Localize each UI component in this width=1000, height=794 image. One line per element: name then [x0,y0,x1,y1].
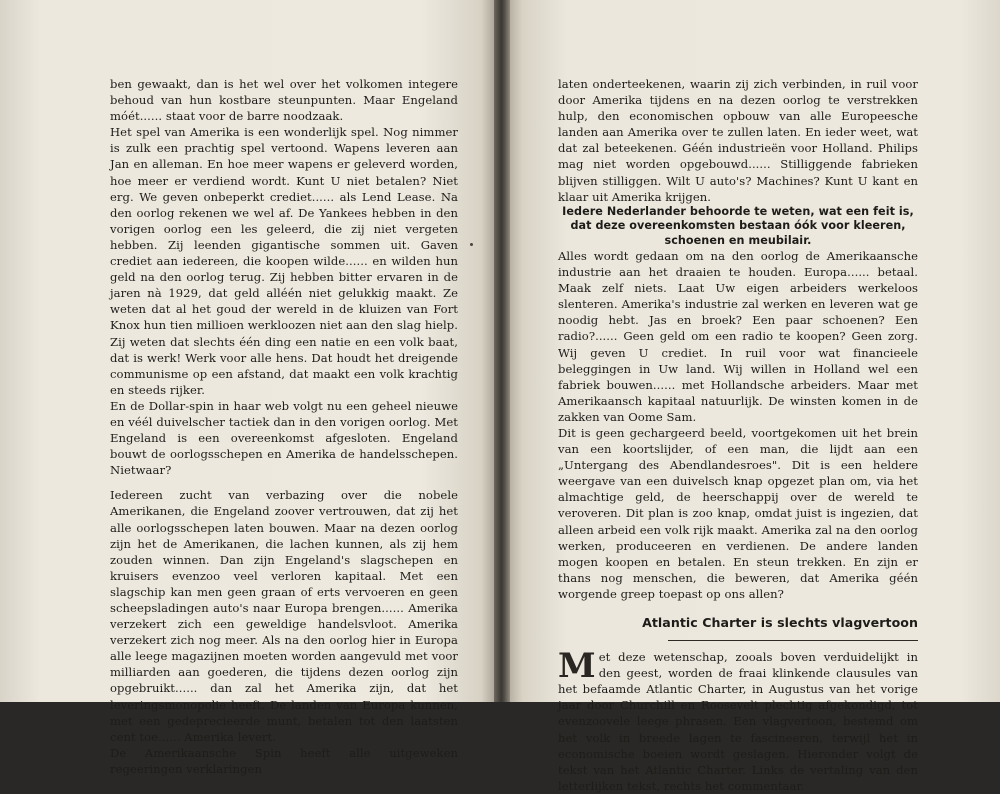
left-page-text [110,76,458,777]
final-paragraph-text: et deze wetenschap, zooals boven verduidelijkt in den geest, worden de fraai klinkende clausules van het befaamde Atlantic Charter, in Augustus van het vorige jaar door Churchill en Roosevelt plechtig afgekondigd, tot evenzoovele leege phrasen. Een vlagvertoon, bestemd om het volk in breede lagen te fascineeren, terwijl het in economische boeien wordt geslagen. Hieronder volgt de tekst van het Atlantic Charter. Links de vertaling van den letterlijken tekst, rechts het commentaar. [558,650,918,793]
left-paragraph-3: En de Dollar-spin in haar web volgt nu een geheel nieuwe en véél duivelscher tactiek dan in den vorigen oorlog. Met Engeland is een overeenkomst afgesloten. Engeland bouwt de oorlogsschepen en Amerika de handelsschepen. Nietwaar? [110,398,458,478]
emphasis-statement: Iedere Nederlander behoorde te weten, wat een feit is, dat deze overeenkomsten bestaan óók voor kleeren, schoenen en meubilair. [562,204,914,247]
section-heading: Atlantic Charter is slechts vlagvertoon [642,615,918,631]
book-gutter [494,0,510,702]
drop-cap: M [558,646,596,687]
final-paragraph [558,646,918,794]
left-paragraph-2: Het spel van Amerika is een wonderlijk spel. Nog nimmer is zulk een prachtig spel vertoond. Wapens leveren aan Jan en alleman. En hoe meer wapens er geleverd worden, hoe meer er verdiend wordt. Kunt U niet betalen? Niet erg. We geven onbeperkt crediet...... als Lend Lease. Na den oorlog rekenen we wel af. De Yankees hebben in den vorigen oorlog een les geleerd, die zij niet vergeten hebben. Zij leenden gigantische sommen uit. Gaven crediet aan iedereen, die koopen wilde...... en wilden hun geld na den oorlog terug. Zij hebben bitter ervaren in de jaren nà 1929, dat geld alléén niet gelukkig maakt. Ze weten dat al het goud der wereld in de kluizen van Fort Knox hun tien millioen werkloozen niet aan den slag hielp. Zij weten dat slechts één ding een natie en een volk baat, dat is werk! Werk voor alle hens. Dat houdt het dreigende communisme op een afstand, dat maakt een volk krachtig en steeds rijker. [110,125,458,397]
right-intro-paragraph: laten onderteekenen, waarin zij zich verbinden, in ruil voor door Amerika tijdens en na dezen oorlog te verstrekken hulp, den economischen opbouw van alle Europeesche landen aan Amerika over te zullen laten. En ieder weet, wat dat zal beteekenen. Géén industrieën voor Holland. Philips mag niet worden opgebouwd...... Stilliggende fabrieken blijven stilliggen. Wilt U auto's? Machines? Kunt U kant en klaar uit Amerika krijgen. [558,77,918,204]
right-body-paragraph-2: Dit is geen gechargeerd beeld, voortgekomen uit het brein van een koortslijder, of een man, die lijdt aan een „Untergang des Abendlandesroes". Dit is een heldere weergave van een duivelsch knap opgezet plan om, via het almachtige geld, de heerschappij over de wereld te veroveren. Dit plan is zoo knap, omdat juist is ingezien, dat alleen arbeid een volk rijk maakt. Amerika zal na den oorlog werken, produceeren en verdienen. De andere landen mogen koopen en betalen. En steun trekken. En zijn er thans nog menschen, die beweren, dat Amerika géén worgende greep toepast op ons allen? [558,426,918,601]
print-speck [470,243,473,246]
left-paragraph-4: Iedereen zucht van verbazing over die nobele Amerikanen, die Engeland zoover vertrouwen, dat zij het alle oorlogsschepen laten bouwen. Maar na dezen oorlog zijn het de Amerikanen, die lachen kunnen, als zij hem zouden winnen. Dan zijn Engeland's slagschepen en kruisers evenzoo veel verloren kapitaal. Met een slagschip kan men geen graan of erts vervoeren en geen scheepsladingen auto's naar Europa brengen...... Amerika verzekert zich een geweldige handelsvloot. Amerika verzekert zich nog meer. Als na den oorlog hier in Europa alle leege magazijnen moeten worden aangevuld met voor milliarden aan goederen, die tijdens dezen oorlog zijn opgebruikt...... dan zal het Amerika zijn, dat het leveringsmonopolie heeft. De landen van Europa kunnen, met een gedeprecieerde munt, betalen tot den laatsten cent toe...... Amerika levert. [110,488,458,744]
right-body-paragraph: Alles wordt gedaan om na den oorlog de Amerikaansche industrie aan het draaien te houden. Europa...... betaal. Maak zelf niets. Laat Uw eigen arbeiders werkeloos slenteren. Amerika's industrie zal werken en leveren wat ge noodig hebt. Jas en broek? Een paar schoenen? Een radio?...... Geen geld om een radio te koopen? Geen zorg. Wij geven U crediet. In ruil voor wat financieele beleggingen in Uw land. Wij willen in Holland wel een fabriek bouwen...... met Hollandsche arbeiders. Maar met Amerikaansch kapitaal natuurlijk. De winsten komen in de zakken van Oome Sam. [558,248,918,424]
right-page-text [558,76,918,794]
heading-rule [668,640,918,641]
left-paragraph-1: ben gewaakt, dan is het wel over het volkomen integere behoud van hun kostbare steunpunten. Maar Engeland móét...... staat voor de barre noodzaak. [110,77,458,124]
left-paragraph-5: De Amerikaansche Spin heeft alle uitgeweken regeeringen verklaringen [110,745,458,776]
